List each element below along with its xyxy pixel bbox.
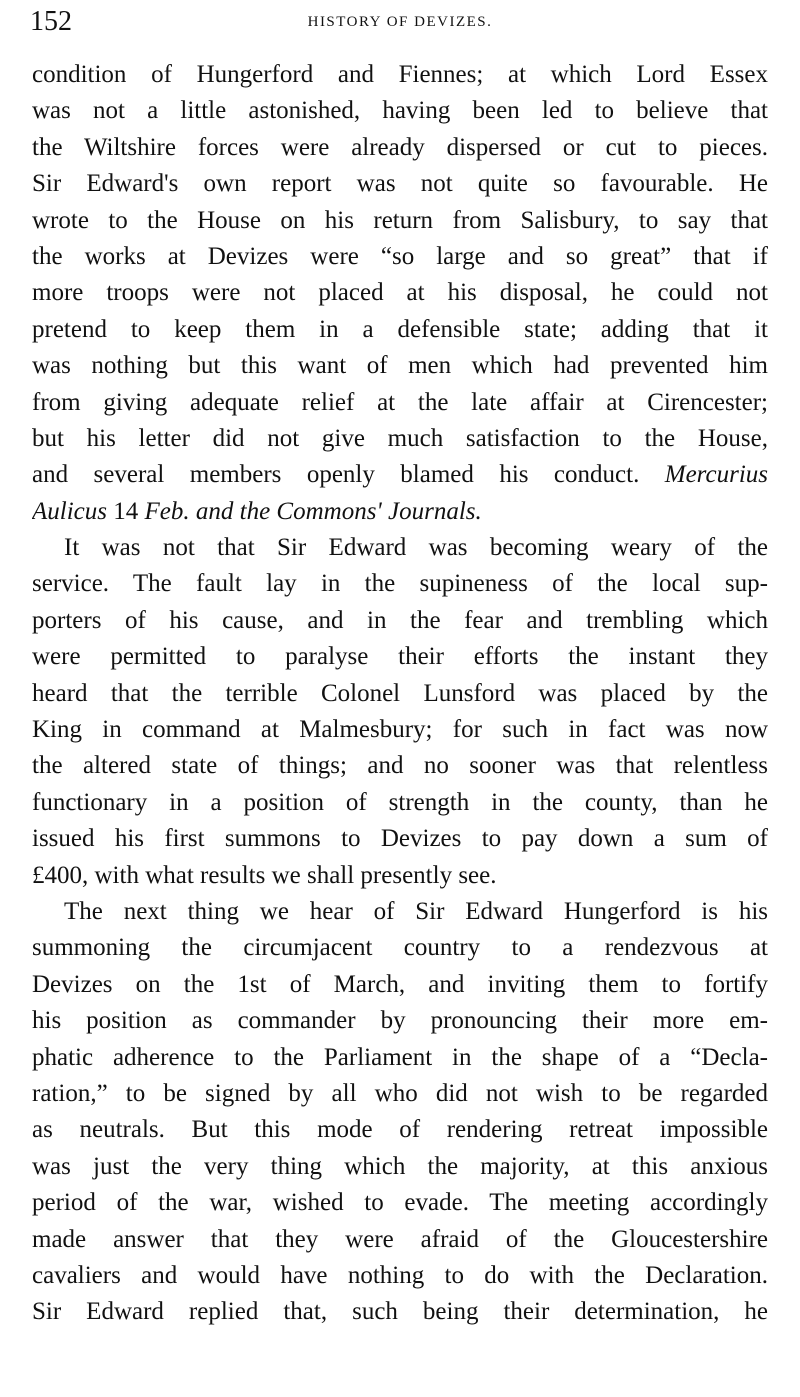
text-line: from giving adequate relief at the late affair at Cirencester; [32, 388, 768, 416]
text-line: more troops were not placed at his disposal, he could not [32, 279, 768, 307]
text-line: heard that the terrible Colonel Lunsford was placed by the [32, 679, 768, 707]
text-line: the altered state of things; and no sooner was that relentless [32, 752, 768, 780]
text-line: was nothing but this want of men which had prevented him [32, 352, 768, 380]
text-line: summoning the circumjacent country to a rendezvous at [32, 934, 768, 962]
paragraph-last-line: £400, with what results we shall presently see. [32, 861, 497, 889]
text-line: ration,” to be signed by all who did not wish to be regarded [32, 1079, 768, 1107]
text-line: Devizes on the 1st of March, and inviting them to fortify [32, 970, 768, 998]
page-number: 152 [30, 6, 72, 37]
citation-line [32, 494, 768, 530]
citation-source: Mercurius [664, 461, 768, 489]
text-line: the Wiltshire forces were already dispersed or cut to pieces. [32, 133, 768, 161]
text-line: the works at Devizes were “so large and so great” that if [32, 242, 768, 270]
running-title: HISTORY OF DEVIZES. [307, 14, 493, 30]
text-line: functionary in a position of strength in the county, than he [32, 788, 768, 816]
paragraph-first-line: It was not that Sir Edward was becoming weary of the [64, 534, 768, 562]
text-line: but his letter did not give much satisfaction to the House, [32, 424, 768, 452]
text-line: was just the very thing which the majority, at this anxious [32, 1152, 768, 1180]
text-line: was not a little astonished, having been led to believe that [32, 97, 768, 125]
text-line: King in command at Malmesbury; for such in fact was now [32, 716, 768, 744]
text-line: condition of Hungerford and Fiennes; at which Lord Essex [32, 61, 768, 88]
text-line: phatic adherence to the Parliament in the shape of a “Decla- [32, 1043, 768, 1071]
text-line: period of the war, wished to evade. The meeting accordingly [32, 1189, 768, 1217]
text-fragment: and several members openly blamed his conduct. [32, 461, 640, 489]
text-line: were permitted to paralyse their efforts the instant they [32, 643, 768, 671]
text-line: made answer that they were afraid of the Gloucestershire [32, 1225, 768, 1253]
text-line: porters of his cause, and in the fear and trembling which [32, 606, 768, 634]
text-line: his position as commander by pronouncing their more em- [32, 1007, 768, 1035]
text-line: as neutrals. But this mode of rendering retreat impossible [32, 1116, 768, 1144]
running-head [30, 2, 770, 42]
text-line: pretend to keep them in a defensible state; adding that it [32, 315, 768, 343]
paragraph-first-line: The next thing we hear of Sir Edward Hungerford is his [64, 897, 768, 925]
text-line-with-citation [32, 457, 768, 493]
text-line: issued his first summons to Devizes to pay down a sum of [32, 825, 768, 853]
body-text [32, 57, 768, 1331]
text-line: Sir Edward replied that, such being their determination, he [32, 1298, 768, 1326]
text-line: Sir Edward's own report was not quite so favourable. He [32, 170, 768, 198]
citation-reference: Feb. and the Commons' Journals. [144, 497, 482, 525]
text-line: wrote to the House on his return from Salisbury, to say that [32, 206, 768, 234]
citation-source: Aulicus [32, 497, 107, 525]
citation-day: 14 [113, 497, 139, 525]
text-line: service. The fault lay in the supineness of the local sup- [32, 570, 768, 598]
text-line: cavaliers and would have nothing to do with the Declaration. [32, 1261, 768, 1289]
